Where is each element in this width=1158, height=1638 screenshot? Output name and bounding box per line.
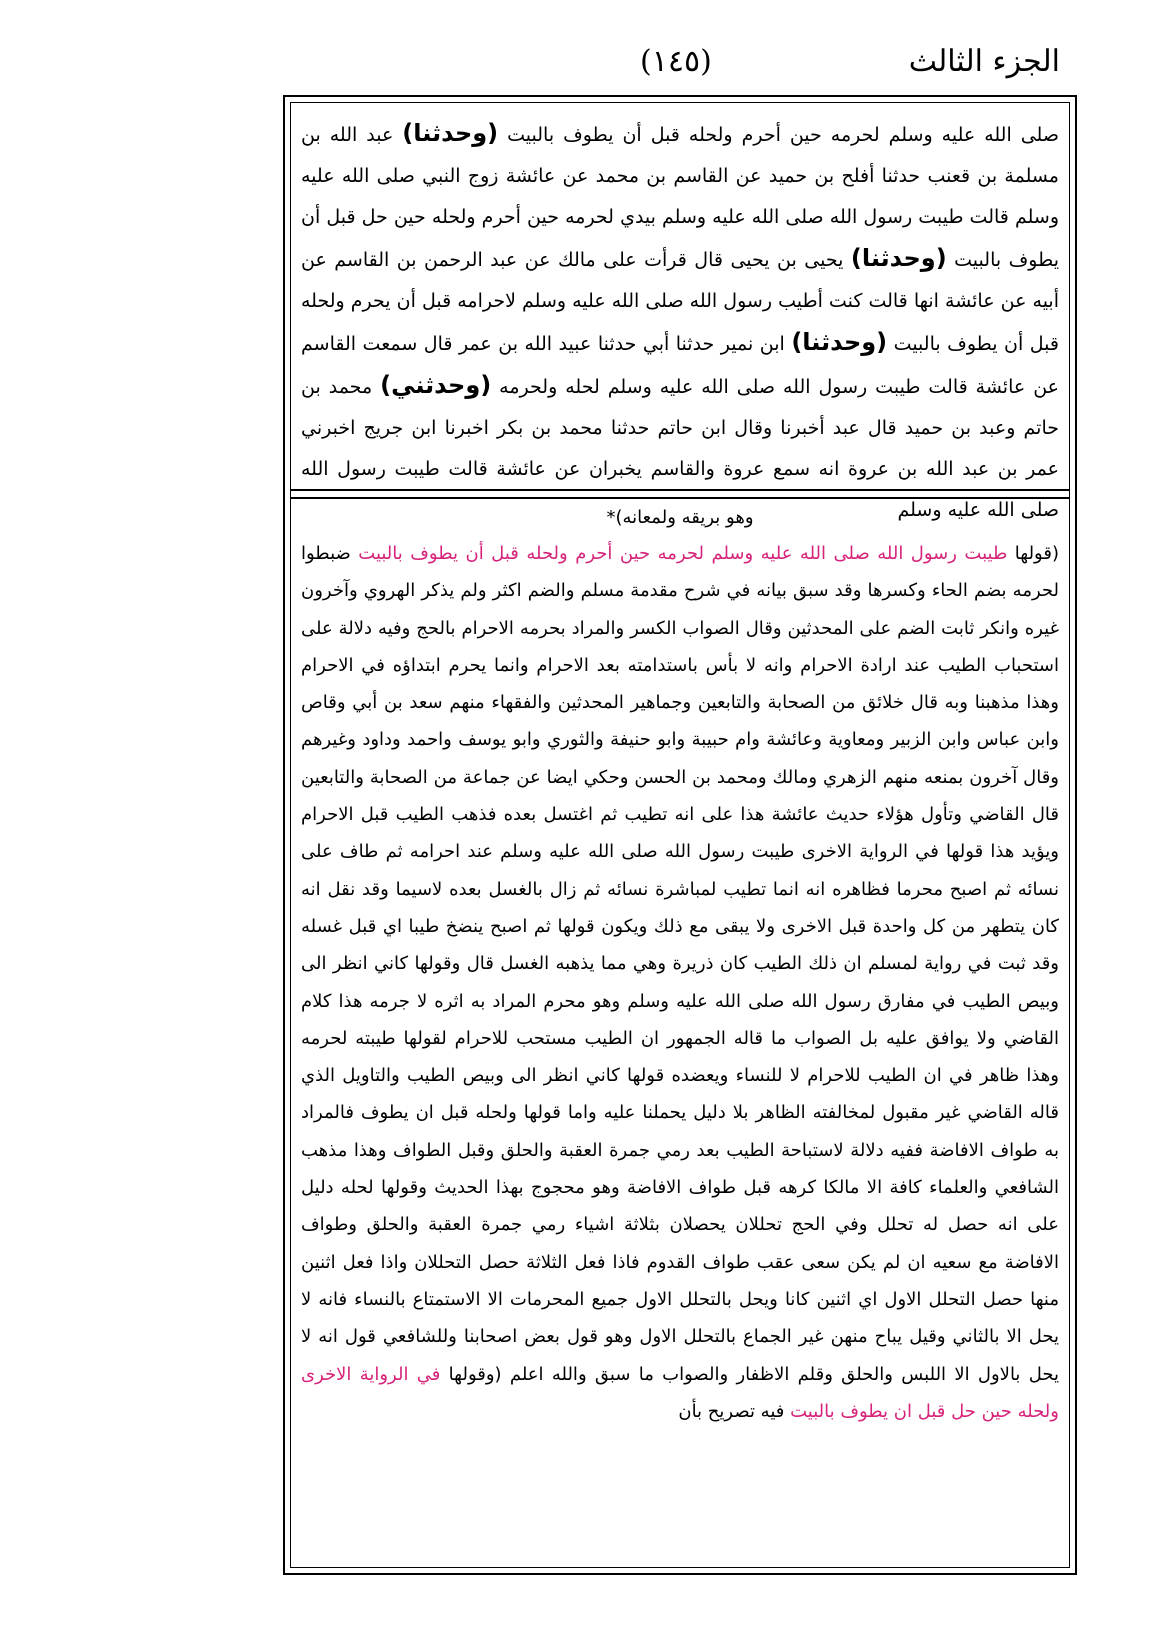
commentary-text [301,535,1059,1559]
hadith-text-segment: يحيى بن يحيى قال قرأت على مالك عن عبد الرحمن بن القاسم عن أبيه عن عائشة انها قالت كنت أطيب رسول الله صلى الله عليه وسلم لاحرامه قبل أن يحرم ولحله قبل أن يطوف بالبيت [301,249,1059,355]
commentary-segment: ضبطوا لحرمه بضم الحاء وكسرها وقد سبق بيانه في شرح مقدمة مسلم والضم اكثر ولم يذكر الهروي وآخرون غيره وانكر ثابت الضم على المحدثين وقال الصواب الكسر والمراد بحرمه الاحرام بالحج وفيه دلالة على استحباب الطيب عند ارادة الاحرام وانه لا بأس باستدامته بعد الاحرام وانما يحرم ابتداؤه في الاحرام وهذا مذهبنا وبه قال خلائق من الصحابة والتابعين وجماهير المحدثين والفقهاء منهم سعد بن أبي وقاص وابن عباس وابن الزبير ومعاوية وعائشة وام حبيبة وابو حنيفة والثوري وابو يوسف واحمد وداود وغيرهم وقال آخرون بمنعه منهم الزهري ومالك ومحمد بن الحسن وحكي ايضا عن جماعة من الصحابة والتابعين قال القاضي وتأول هؤلاء حديث عائشة هذا على انه تطيب ثم اغتسل بعده فذهب الطيب قبل الاحرام ويؤيد هذا قولها في الرواية الاخرى طيبت رسول الله صلى الله عليه وسلم عند احرامه ثم طاف على نسائه ثم اصبح محرما فظاهره انه انما تطيب لمباشرة نسائه ثم زال بالغسل بعده لاسيما وقد نقل انه كان يتطهر من كل واحدة قبل الاخرى ولا يبقى مع ذلك ويكون قولها ثم اصبح ينضخ طيبا اي قبل غسله وقد ثبت في رواية لمسلم ان ذلك الطيب كان ذريرة وهي مما يذهبه الغسل قال وقولها كاني انظر الى وبيص الطيب في مفارق رسول الله صلى الله عليه وسلم وهو محرم المراد به اثره لا جرمه هذا كلام القاضي ولا يوافق عليه بل الصواب ما قاله الجمهور ان الطيب مستحب للاحرام لقولها طيبته لحرمه وهذا ظاهر في ان الطيب للاحرام لا للنساء ويعضده قولها كاني انظر الى وبيص الطيب والتاويل الذي قاله القاضي غير مقبول لمخالفته الظاهر بلا دليل يحملنا عليه واما قولها ولحله قبل ان يطوف فالمراد به طواف الافاضة ففيه دلالة لاستباحة الطيب بعد رمي جمرة العقبة والحلق وقبل الطواف وهذا مذهب الشافعي والعلماء كافة الا مالكا كرهه قبل طواف الافاضة وهو محجوج بهذا الحديث وقولها لحله دليل على انه حصل له تحلل وفي الحج تحللان يحصلان بثلاثة اشياء رمي جمرة العقبة والحلق وطواف الافاضة مع سعيه ان لم يكن سعى عقب طواف القدوم فاذا فعل الثلاثة حصل التحللان واذا فعل اثنين منها حصل التحلل الاول اي اثنين كانا ويحل بالتحلل الاول جميع المحرمات الا الاستمتاع بالنساء فانه لا يحل الا بالثاني وقيل يباح منهن غير الجماع بالتحلل الاول وهو قول بعض اصحابنا وللشافعي قول انه لا يحل بالاول الا اللبس والحلق وقلم الاظفار والصواب ما سبق والله اعلم [301,543,1059,1385]
hadith-text-segment: ابن نمير حدثنا أبي حدثنا عبيد الله بن عمر قال سمعت القاسم عن عائشة قالت طيبت رسول الله صلى الله عليه وسلم لحله ولحرمه [301,333,1059,398]
narration-marker: (وحدثنا) [850,244,947,272]
page-number: (١٤٥) [640,44,712,79]
commentary-segment: فيه تصريح بأن [678,1400,791,1422]
hadith-text-segment: محمد بن حاتم وعبد بن حميد قال عبد أخبرنا وقال ابن حاتم حدثنا محمد بن بكر اخبرنا ابن جريج اخبرني عمر بن عبد الله بن عروة انه سمع عروة والقاسم يخبران عن عائشة قالت طيبت رسول الله صلى الله عليه وسلم [301,376,1059,521]
part-title: الجزء الثالث [908,44,1060,79]
commentary-segment: (قولها [1007,543,1059,564]
commentary-heading: وهو بريقه ولمعانه)* [606,507,754,528]
narration-marker: (وحدثنا) [402,119,499,147]
narration-marker: (وحدثني) [380,371,492,399]
hadith-text-segment: صلى الله عليه وسلم لحرمه حين أحرم ولحله قبل أن يطوف بالبيت [498,124,1059,146]
section-divider [291,489,1069,499]
highlighted-quote: طيبت رسول الله صلى الله عليه وسلم لحرمه حين أحرم ولحله قبل أن يطوف بالبيت [358,543,1008,564]
hadith-text-segment: عبد الله بن مسلمة بن قعنب حدثنا أفلح بن حميد عن القاسم بن محمد عن عائشة زوج النبي صلى الله عليه وسلم قالت طيبت رسول الله صلى الله عليه وسلم بيدي لحرمه حين أحرم ولحله حين حل قبل أن يطوف بالبيت [301,124,1059,271]
commentary-segment: (وقولها [440,1363,502,1385]
page-frame [283,95,1077,1575]
page-frame-inner [290,102,1070,1568]
highlighted-quote: في الرواية الاخرى ولحله حين حل قبل ان يطوف بالبيت [301,1363,1059,1422]
page-header [280,40,1080,90]
narration-marker: (وحدثنا) [791,328,888,356]
